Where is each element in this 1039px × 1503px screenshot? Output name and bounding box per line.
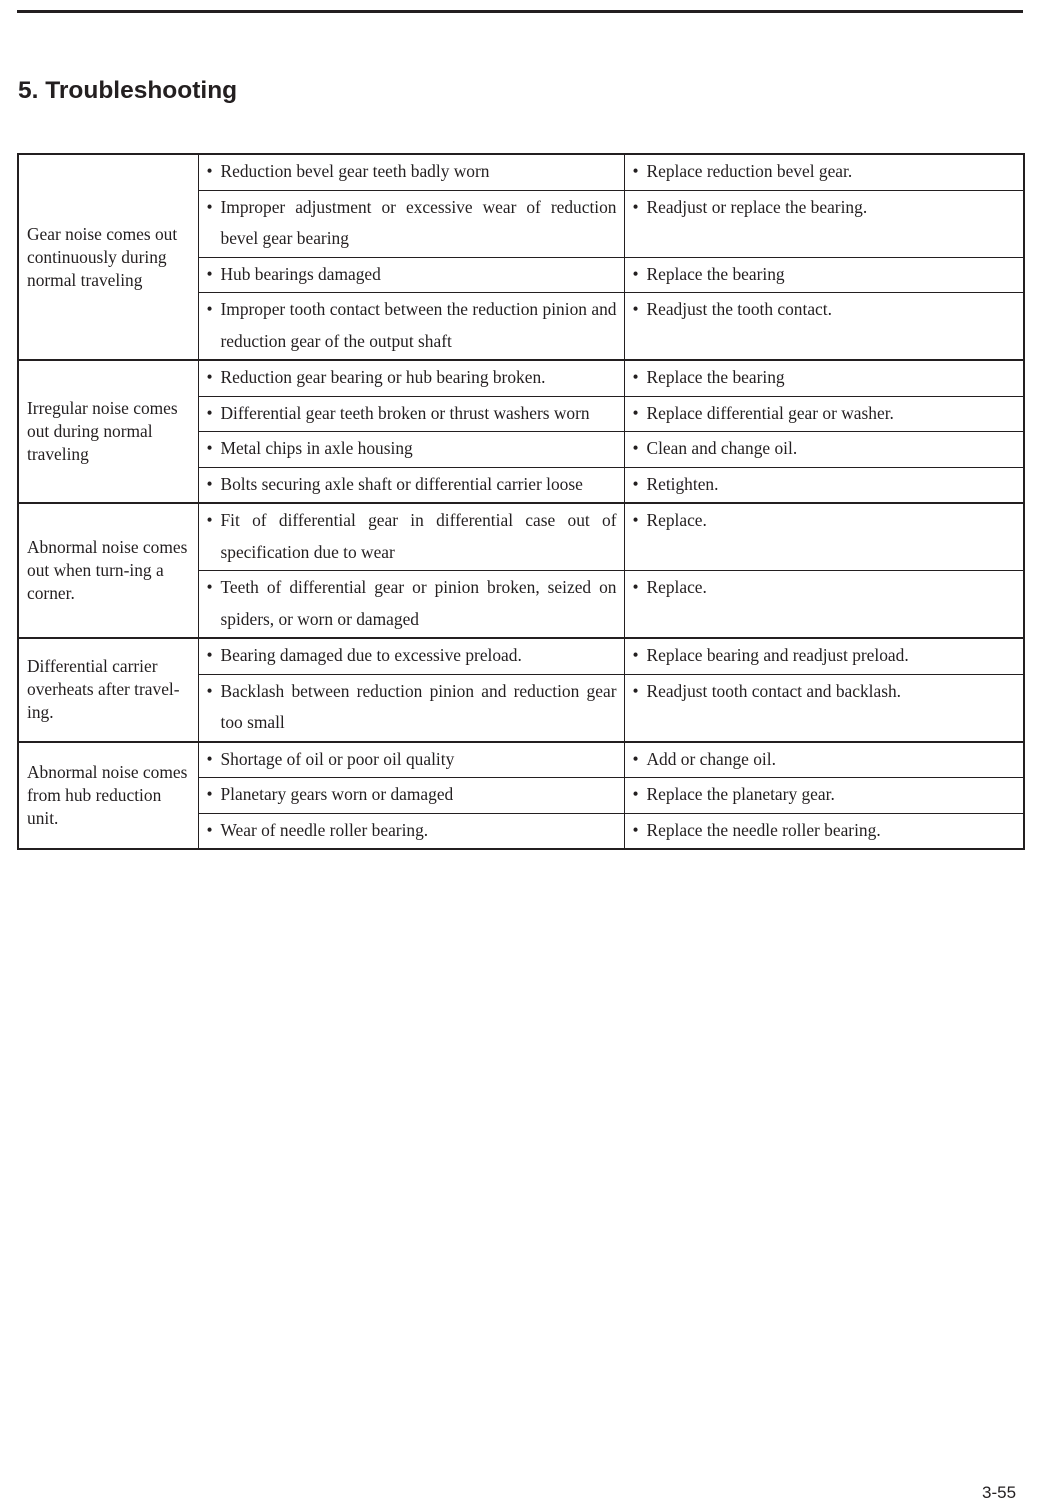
bullet-icon: •: [206, 784, 213, 804]
remedy-item: [625, 258, 1024, 293]
bullet-icon: •: [632, 473, 639, 494]
table-row: [18, 154, 1024, 190]
remedy-item: [625, 361, 1024, 396]
section-title: 5. Troubleshooting: [18, 77, 238, 104]
cause-text: Wear of needle roller bearing.: [220, 819, 429, 840]
table-row: [18, 503, 1024, 571]
cause-cell: [198, 742, 624, 778]
remedy-text: Readjust or replace the bearing.: [646, 196, 868, 217]
cause-item: [199, 675, 624, 741]
cause-item: [199, 778, 624, 813]
bullet-icon: •: [206, 748, 213, 769]
cause-text: Teeth of differential gear or pinion broken, seized on spiders, or worn or damaged: [220, 577, 617, 629]
cause-cell: [198, 813, 624, 849]
remedy-cell: [624, 360, 1024, 396]
cause-cell: [198, 190, 624, 257]
cause-item: [199, 743, 624, 778]
remedy-item: [625, 293, 1024, 328]
bullet-icon: •: [206, 161, 213, 181]
bullet-icon: •: [632, 402, 639, 423]
cause-text: Bearing damaged due to excessive preload.: [220, 645, 522, 665]
bullet-icon: •: [632, 819, 639, 840]
remedy-text: Replace the needle roller bearing.: [646, 819, 881, 840]
remedy-item: [625, 778, 1024, 813]
bullet-icon: •: [206, 263, 213, 284]
cause-cell: [198, 571, 624, 639]
page-number: 3-55: [982, 1483, 1017, 1502]
bullet-icon: •: [632, 510, 639, 530]
remedy-item: [625, 155, 1024, 190]
cause-item: [199, 155, 624, 190]
cause-item: [199, 258, 624, 293]
cause-item: [199, 504, 624, 570]
remedy-text: Readjust tooth contact and backlash.: [646, 680, 902, 701]
remedy-cell: [624, 467, 1024, 503]
cause-cell: [198, 778, 624, 814]
bullet-icon: •: [206, 645, 213, 665]
remedy-cell: [624, 674, 1024, 742]
cause-item: [199, 468, 624, 503]
cause-cell: [198, 503, 624, 571]
remedy-item: [625, 571, 1024, 606]
table-row: [18, 360, 1024, 396]
symptom-cell: Abnormal noise comes from hub reduction unit.: [18, 742, 198, 850]
remedy-cell: [624, 778, 1024, 814]
cause-cell: [198, 257, 624, 293]
remedy-item: [625, 191, 1024, 226]
cause-item: [199, 361, 624, 396]
remedy-item: [625, 504, 1024, 539]
cause-text: Planetary gears worn or damaged: [220, 784, 454, 804]
bullet-icon: •: [206, 473, 213, 494]
cause-cell: [198, 360, 624, 396]
troubleshooting-table-body: [18, 154, 1024, 849]
cause-item: [199, 432, 624, 467]
remedy-text: Readjust the tooth contact.: [646, 299, 832, 319]
bullet-icon: •: [632, 680, 639, 701]
table-row: [18, 742, 1024, 778]
remedy-item: [625, 468, 1024, 503]
bullet-icon: •: [632, 263, 639, 284]
remedy-text: Clean and change oil.: [646, 438, 798, 458]
bullet-icon: •: [632, 161, 639, 181]
remedy-item: [625, 814, 1024, 849]
cause-text: Improper tooth contact between the reduction pinion and reduction gear of the output shaft: [220, 299, 617, 351]
remedy-cell: [624, 638, 1024, 674]
bullet-icon: •: [206, 299, 213, 319]
bullet-icon: •: [632, 299, 639, 319]
remedy-text: Replace the bearing: [646, 263, 785, 284]
bullet-icon: •: [206, 510, 213, 530]
table-row: [18, 638, 1024, 674]
remedy-cell: [624, 742, 1024, 778]
remedy-text: Replace bearing and readjust preload.: [646, 645, 909, 665]
remedy-cell: [624, 190, 1024, 257]
cause-item: [199, 639, 624, 674]
remedy-item: [625, 675, 1024, 710]
bullet-icon: •: [632, 196, 639, 217]
bullet-icon: •: [632, 784, 639, 804]
remedy-cell: [624, 813, 1024, 849]
remedy-cell: [624, 432, 1024, 468]
remedy-text: Replace the planetary gear.: [646, 784, 835, 804]
bullet-icon: •: [632, 645, 639, 665]
cause-cell: [198, 432, 624, 468]
cause-text: Metal chips in axle housing: [220, 438, 413, 458]
symptom-cell: Differential carrier overheats after travel-ing.: [18, 638, 198, 742]
cause-text: Backlash between reduction pinion and reduction gear too small: [220, 680, 617, 732]
remedy-cell: [624, 503, 1024, 571]
cause-cell: [198, 293, 624, 361]
cause-text: Differential gear teeth broken or thrust washers worn: [220, 402, 590, 423]
bullet-icon: •: [632, 748, 639, 769]
cause-text: Reduction gear bearing or hub bearing broken.: [220, 367, 546, 387]
bullet-icon: •: [632, 438, 639, 458]
cause-item: [199, 293, 624, 359]
remedy-cell: [624, 293, 1024, 361]
cause-text: Improper adjustment or excessive wear of reduction bevel gear bearing: [220, 196, 617, 248]
remedy-text: Replace.: [646, 510, 707, 530]
cause-item: [199, 397, 624, 432]
remedy-text: Add or change oil.: [646, 748, 776, 769]
symptom-cell: Gear noise comes out continuously during normal traveling: [18, 154, 198, 360]
remedy-cell: [624, 257, 1024, 293]
symptom-cell: Irregular noise comes out during normal traveling: [18, 360, 198, 503]
remedy-cell: [624, 396, 1024, 432]
remedy-text: Retighten.: [646, 473, 719, 494]
cause-item: [199, 191, 624, 257]
bullet-icon: •: [206, 367, 213, 387]
top-rule: [17, 10, 1023, 13]
symptom-cell: Abnormal noise comes out when turn-ing a corner.: [18, 503, 198, 638]
troubleshooting-table: [17, 153, 1025, 850]
cause-cell: [198, 467, 624, 503]
cause-text: Shortage of oil or poor oil quality: [220, 748, 455, 769]
remedy-text: Replace the bearing: [646, 367, 785, 387]
cause-text: Fit of differential gear in differential case out of specification due to wear: [220, 510, 617, 562]
remedy-text: Replace reduction bevel gear.: [646, 161, 853, 181]
remedy-item: [625, 743, 1024, 778]
remedy-text: Replace.: [646, 577, 707, 597]
cause-cell: [198, 396, 624, 432]
remedy-cell: [624, 571, 1024, 639]
bullet-icon: •: [206, 438, 213, 458]
cause-text: Hub bearings damaged: [220, 263, 381, 284]
remedy-item: [625, 397, 1024, 432]
remedy-text: Replace differential gear or washer.: [646, 402, 894, 423]
cause-text: Reduction bevel gear teeth badly worn: [220, 161, 490, 181]
cause-item: [199, 571, 624, 637]
cause-cell: [198, 638, 624, 674]
remedy-item: [625, 639, 1024, 674]
bullet-icon: •: [206, 196, 213, 217]
bullet-icon: •: [206, 819, 213, 840]
cause-cell: [198, 674, 624, 742]
remedy-cell: [624, 154, 1024, 190]
cause-text: Bolts securing axle shaft or differential carrier loose: [220, 473, 583, 494]
bullet-icon: •: [632, 577, 639, 597]
bullet-icon: •: [206, 577, 213, 597]
cause-item: [199, 814, 624, 849]
bullet-icon: •: [632, 367, 639, 387]
bullet-icon: •: [206, 402, 213, 423]
cause-cell: [198, 154, 624, 190]
bullet-icon: •: [206, 680, 213, 701]
remedy-item: [625, 432, 1024, 467]
